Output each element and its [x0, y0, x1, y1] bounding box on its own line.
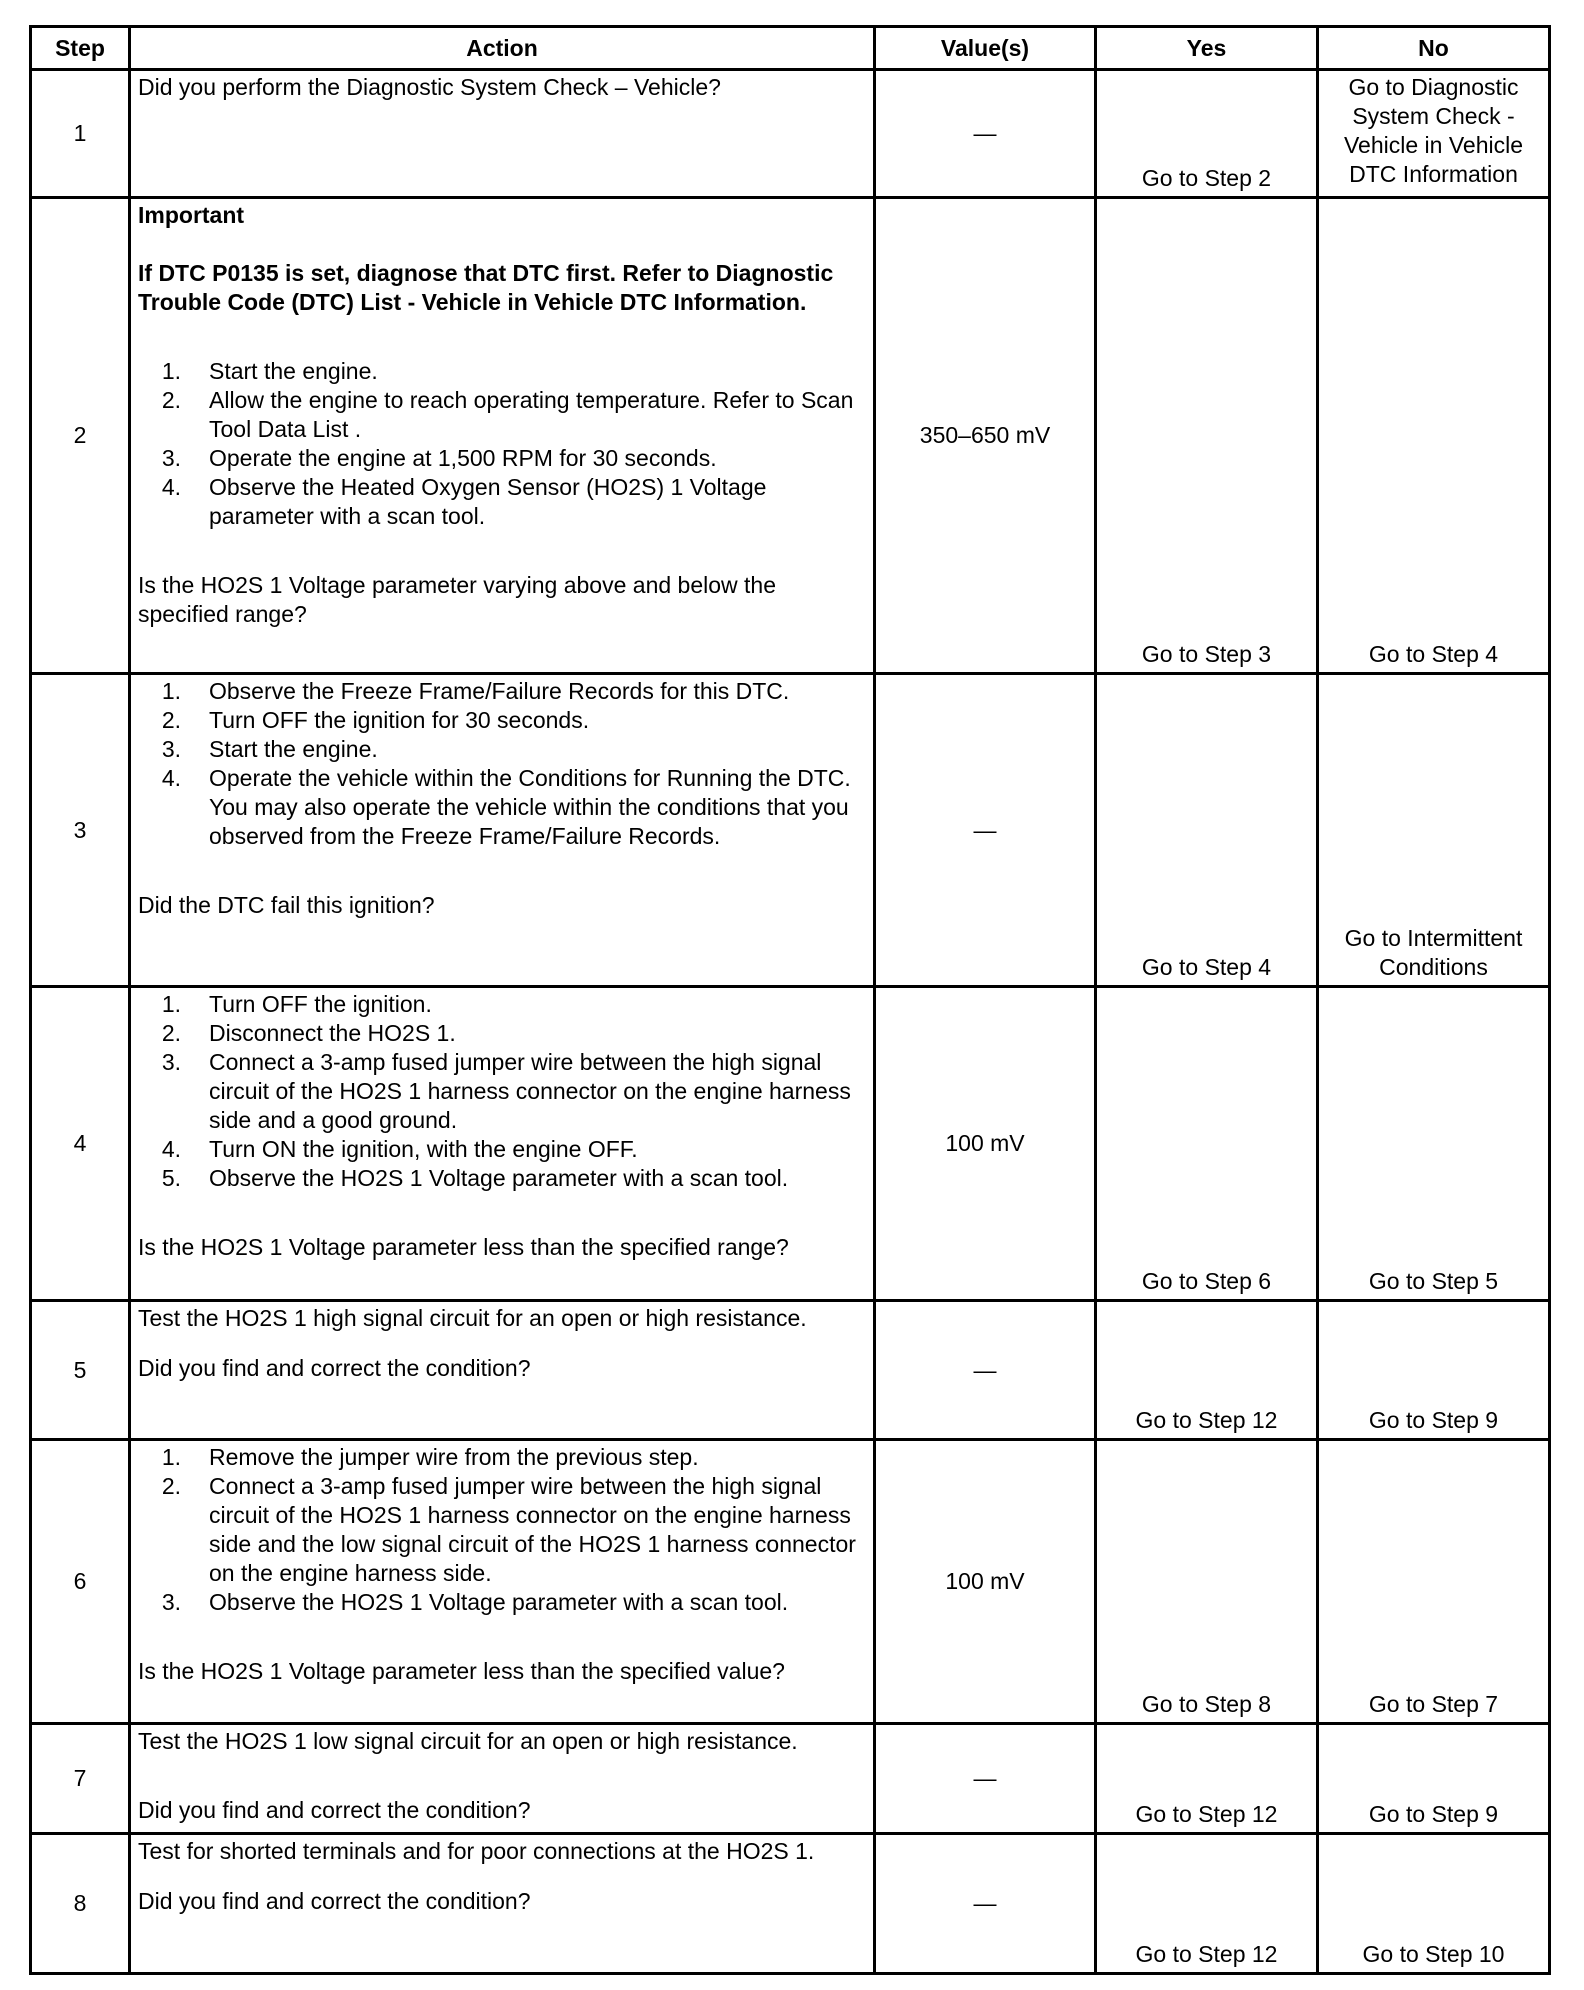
step-number: 6 [31, 1440, 130, 1724]
action-cell [130, 1440, 875, 1724]
table-row [31, 70, 1550, 198]
yes-link[interactable]: Go to Step 12 [1135, 1941, 1278, 1967]
no-link[interactable]: Go to Diagnostic System Check - Vehicle in Vehicle DTC Information [1343, 74, 1523, 187]
value-cell: 100 mV [875, 1440, 1096, 1724]
action-question: Is the HO2S 1 Voltage parameter less than the specified range? [138, 1234, 789, 1260]
yes-cell [1096, 1440, 1318, 1724]
list-item: 4. Operate the vehicle within the Conditions for Running the DTC. You may also operate the vehicle within the conditions that you observed from the Freeze Frame/Failure Records. [161, 765, 851, 849]
table-row [31, 1724, 1550, 1834]
value-cell: — [875, 70, 1096, 198]
procedure-list [138, 990, 869, 1193]
action-question: Did you find and correct the condition? [138, 1355, 531, 1381]
header-step: Step [31, 27, 130, 70]
header-yes: Yes [1096, 27, 1318, 70]
yes-cell [1096, 674, 1318, 987]
list-item: 1. Turn OFF the ignition. [161, 991, 432, 1017]
list-item: 1. Start the engine. [161, 358, 378, 384]
yes-link[interactable]: Go to Step 2 [1141, 165, 1272, 191]
action-question: Did you perform the Diagnostic System Check – Vehicle? [138, 74, 721, 100]
step-number: 5 [31, 1301, 130, 1440]
action-cell [130, 198, 875, 674]
list-item: 4. Turn ON the ignition, with the engine OFF. [161, 1136, 638, 1162]
value-cell: — [875, 1724, 1096, 1834]
step-number: 2 [31, 198, 130, 674]
yes-link[interactable]: Go to Step 12 [1135, 1407, 1278, 1433]
no-cell [1318, 674, 1550, 987]
table-header-row [31, 27, 1550, 70]
table-row [31, 1440, 1550, 1724]
step-number: 4 [31, 987, 130, 1301]
no-cell [1318, 1440, 1550, 1724]
procedure-list [138, 357, 869, 531]
step-number: 8 [31, 1834, 130, 1974]
header-no: No [1318, 27, 1550, 70]
yes-link[interactable]: Go to Step 3 [1141, 641, 1272, 667]
list-item: 3. Observe the HO2S 1 Voltage parameter with a scan tool. [161, 1589, 789, 1615]
procedure-list [138, 677, 869, 851]
list-item: 2. Allow the engine to reach operating temperature. Refer to Scan Tool Data List . [161, 387, 854, 442]
value-cell: 350–650 mV [875, 198, 1096, 674]
yes-link[interactable]: Go to Step 12 [1135, 1801, 1278, 1827]
yes-cell [1096, 1834, 1318, 1974]
list-item: 3. Operate the engine at 1,500 RPM for 30 seconds. [161, 445, 717, 471]
no-link[interactable]: Go to Step 9 [1368, 1801, 1499, 1827]
yes-cell [1096, 198, 1318, 674]
no-cell [1318, 198, 1550, 674]
yes-link[interactable]: Go to Step 8 [1141, 1691, 1272, 1717]
no-link[interactable]: Go to Step 10 [1362, 1941, 1505, 1967]
header-values: Value(s) [875, 27, 1096, 70]
no-link[interactable]: Go to Step 9 [1368, 1407, 1499, 1433]
no-cell [1318, 1834, 1550, 1974]
value-cell: — [875, 1834, 1096, 1974]
no-link[interactable]: Go to Intermittent Conditions [1344, 925, 1523, 980]
step-number: 1 [31, 70, 130, 198]
list-item: 2. Disconnect the HO2S 1. [161, 1020, 456, 1046]
action-instruction: Test the HO2S 1 high signal circuit for an open or high resistance. [138, 1305, 807, 1331]
list-item: 5. Observe the HO2S 1 Voltage parameter with a scan tool. [161, 1165, 789, 1191]
list-item: 2. Turn OFF the ignition for 30 seconds. [161, 707, 590, 733]
list-item: 1. Observe the Freeze Frame/Failure Records for this DTC. [161, 678, 790, 704]
no-link[interactable]: Go to Step 5 [1368, 1268, 1499, 1294]
table-row [31, 987, 1550, 1301]
no-link[interactable]: Go to Step 4 [1368, 641, 1499, 667]
important-text: If DTC P0135 is set, diagnose that DTC first. Refer to Diagnostic Trouble Code (DTC) List - Vehicle in Vehicle DTC Information. [138, 260, 834, 315]
action-cell [130, 987, 875, 1301]
list-item: 3. Connect a 3-amp fused jumper wire between the high signal circuit of the HO2S 1 harness connector on the engine harness side and a good ground. [161, 1049, 851, 1133]
action-instruction: Test the HO2S 1 low signal circuit for an open or high resistance. [138, 1728, 798, 1754]
procedure-list [138, 1443, 869, 1617]
list-item: 4. Observe the Heated Oxygen Sensor (HO2S) 1 Voltage parameter with a scan tool. [161, 474, 767, 529]
no-cell [1318, 1301, 1550, 1440]
yes-link[interactable]: Go to Step 6 [1141, 1268, 1272, 1294]
action-question: Is the HO2S 1 Voltage parameter varying above and below the specified range? [138, 572, 777, 627]
action-cell [130, 1724, 875, 1834]
action-question: Did the DTC fail this ignition? [138, 892, 435, 918]
action-instruction: Test for shorted terminals and for poor connections at the HO2S 1. [138, 1838, 815, 1864]
action-cell [130, 674, 875, 987]
value-cell: 100 mV [875, 987, 1096, 1301]
yes-cell [1096, 1724, 1318, 1834]
action-cell [130, 70, 875, 198]
table-row [31, 1834, 1550, 1974]
table-row [31, 1301, 1550, 1440]
action-question: Is the HO2S 1 Voltage parameter less than the specified value? [138, 1658, 785, 1684]
step-number: 7 [31, 1724, 130, 1834]
action-cell [130, 1301, 875, 1440]
list-item: 3. Start the engine. [161, 736, 378, 762]
important-label: Important [138, 202, 245, 228]
no-cell [1318, 70, 1550, 198]
yes-link[interactable]: Go to Step 4 [1141, 954, 1272, 980]
list-item: 2. Connect a 3-amp fused jumper wire between the high signal circuit of the HO2S 1 harness connector on the engine harness side and the low signal circuit of the HO2S 1 harness connector on the engine harness side. [161, 1473, 856, 1586]
table-row [31, 674, 1550, 987]
action-cell [130, 1834, 875, 1974]
step-number: 3 [31, 674, 130, 987]
action-question: Did you find and correct the condition? [138, 1888, 531, 1914]
action-question: Did you find and correct the condition? [138, 1797, 531, 1823]
no-cell [1318, 1724, 1550, 1834]
yes-cell [1096, 70, 1318, 198]
yes-cell [1096, 987, 1318, 1301]
no-link[interactable]: Go to Step 7 [1368, 1691, 1499, 1717]
header-action: Action [130, 27, 875, 70]
no-cell [1318, 987, 1550, 1301]
yes-cell [1096, 1301, 1318, 1440]
value-cell: — [875, 674, 1096, 987]
value-cell: — [875, 1301, 1096, 1440]
diagnostic-table [29, 25, 1551, 1975]
list-item: 1. Remove the jumper wire from the previous step. [161, 1444, 699, 1470]
table-row [31, 198, 1550, 674]
